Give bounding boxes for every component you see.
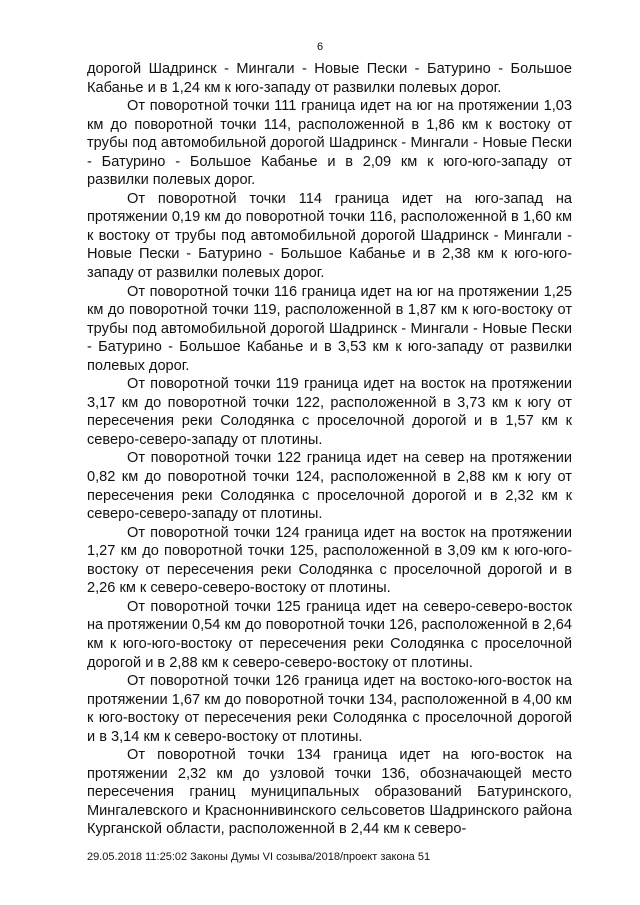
paragraph-point-126: От поворотной точки 126 граница идет на востоко-юго-восток на протяжении 1,67 км до поворотной точки 134, расположенной в 4,00 км к юго-востоку от пересечения реки Солодянка с проселочной дорогой и в 3,14 км к северо-востоку от плотины. <box>87 673 572 745</box>
page-number: 6 <box>316 41 324 53</box>
document-body <box>87 60 572 839</box>
paragraph-continuation: дорогой Шадринск - Мингали - Новые Пески - Батурино - Большое Кабанье и в 1,24 км к юго-западу от развилки полевых дорог. <box>87 61 572 96</box>
paragraph-point-122: От поворотной точки 122 граница идет на север на протяжении 0,82 км до поворотной точки 124, расположенной в 2,88 км к югу от пересечения реки Солодянка с проселочной дорогой и в 2,32 км к северо-северо-западу от плотины. <box>87 450 572 523</box>
paragraph-point-124: От поворотной точки 124 граница идет на восток на протяжении 1,27 км до поворотной точки 125, расположенной в 3,09 км к юго-юго-востоку от пересечения реки Солодянка с проселочной дорогой и в 2,26 км к северо-северо-востоку от плотины. <box>87 524 572 597</box>
paragraph-point-111: От поворотной точки 111 граница идет на юг на протяжении 1,03 км до поворотной точки 114, расположенной в 1,86 км к востоку от трубы под автомобильной дорогой Шадринск - Мингали - Новые Пески - Батурино - Большое Кабанье и в 2,09 км к юго-юго-западу от развилки полевых дорог. <box>87 98 572 189</box>
paragraph-point-125: От поворотной точки 125 граница идет на северо-северо-восток на протяжении 0,54 км до поворотной точки 126, расположенной в 2,64 км к юго-юго-востоку от пересечения реки Солодянка с проселочной дорогой и в 2,88 км к северо-северо-востоку от плотины. <box>87 598 572 671</box>
paragraph-point-116: От поворотной точки 116 граница идет на юг на протяжении 1,25 км до поворотной точки 119, расположенной в 1,87 км к юго-востоку от трубы под автомобильной дорогой Шадринск - Мингали - Новые Пески - Батурино - Большое Кабанье и в 3,53 км к юго-западу от развилки полевых дорог. <box>87 283 572 374</box>
document-footer: 29.05.2018 11:25:02 Законы Думы VI созыва/2018/проект закона 51 <box>87 851 431 863</box>
paragraph-point-119: От поворотной точки 119 граница идет на восток на протяжении 3,17 км до поворотной точки 122, расположенной в 3,73 км к югу от пересечения реки Солодянка с проселочной дорогой и в 1,57 км к северо-северо-западу от плотины. <box>87 376 572 448</box>
paragraph-point-134: От поворотной точки 134 граница идет на юго-восток на протяжении 2,32 км до узловой точки 136, обозначающей место пересечения границ муниципальных образований Батуринского, Мингалевского и Красноннивинского сельсоветов Шадринского района Курганской области, расположенной в 2,44 км к северо- <box>87 747 572 838</box>
paragraph-point-114: От поворотной точки 114 граница идет на юго-запад на протяжении 0,19 км до поворотной точки 116, расположенной в 1,60 км к востоку от трубы под автомобильной дорогой Шадринск - Мингали - Новые Пески - Батурино - Большое Кабанье и в 2,38 км к юго-юго-западу от развилки полевых дорог. <box>87 190 572 282</box>
